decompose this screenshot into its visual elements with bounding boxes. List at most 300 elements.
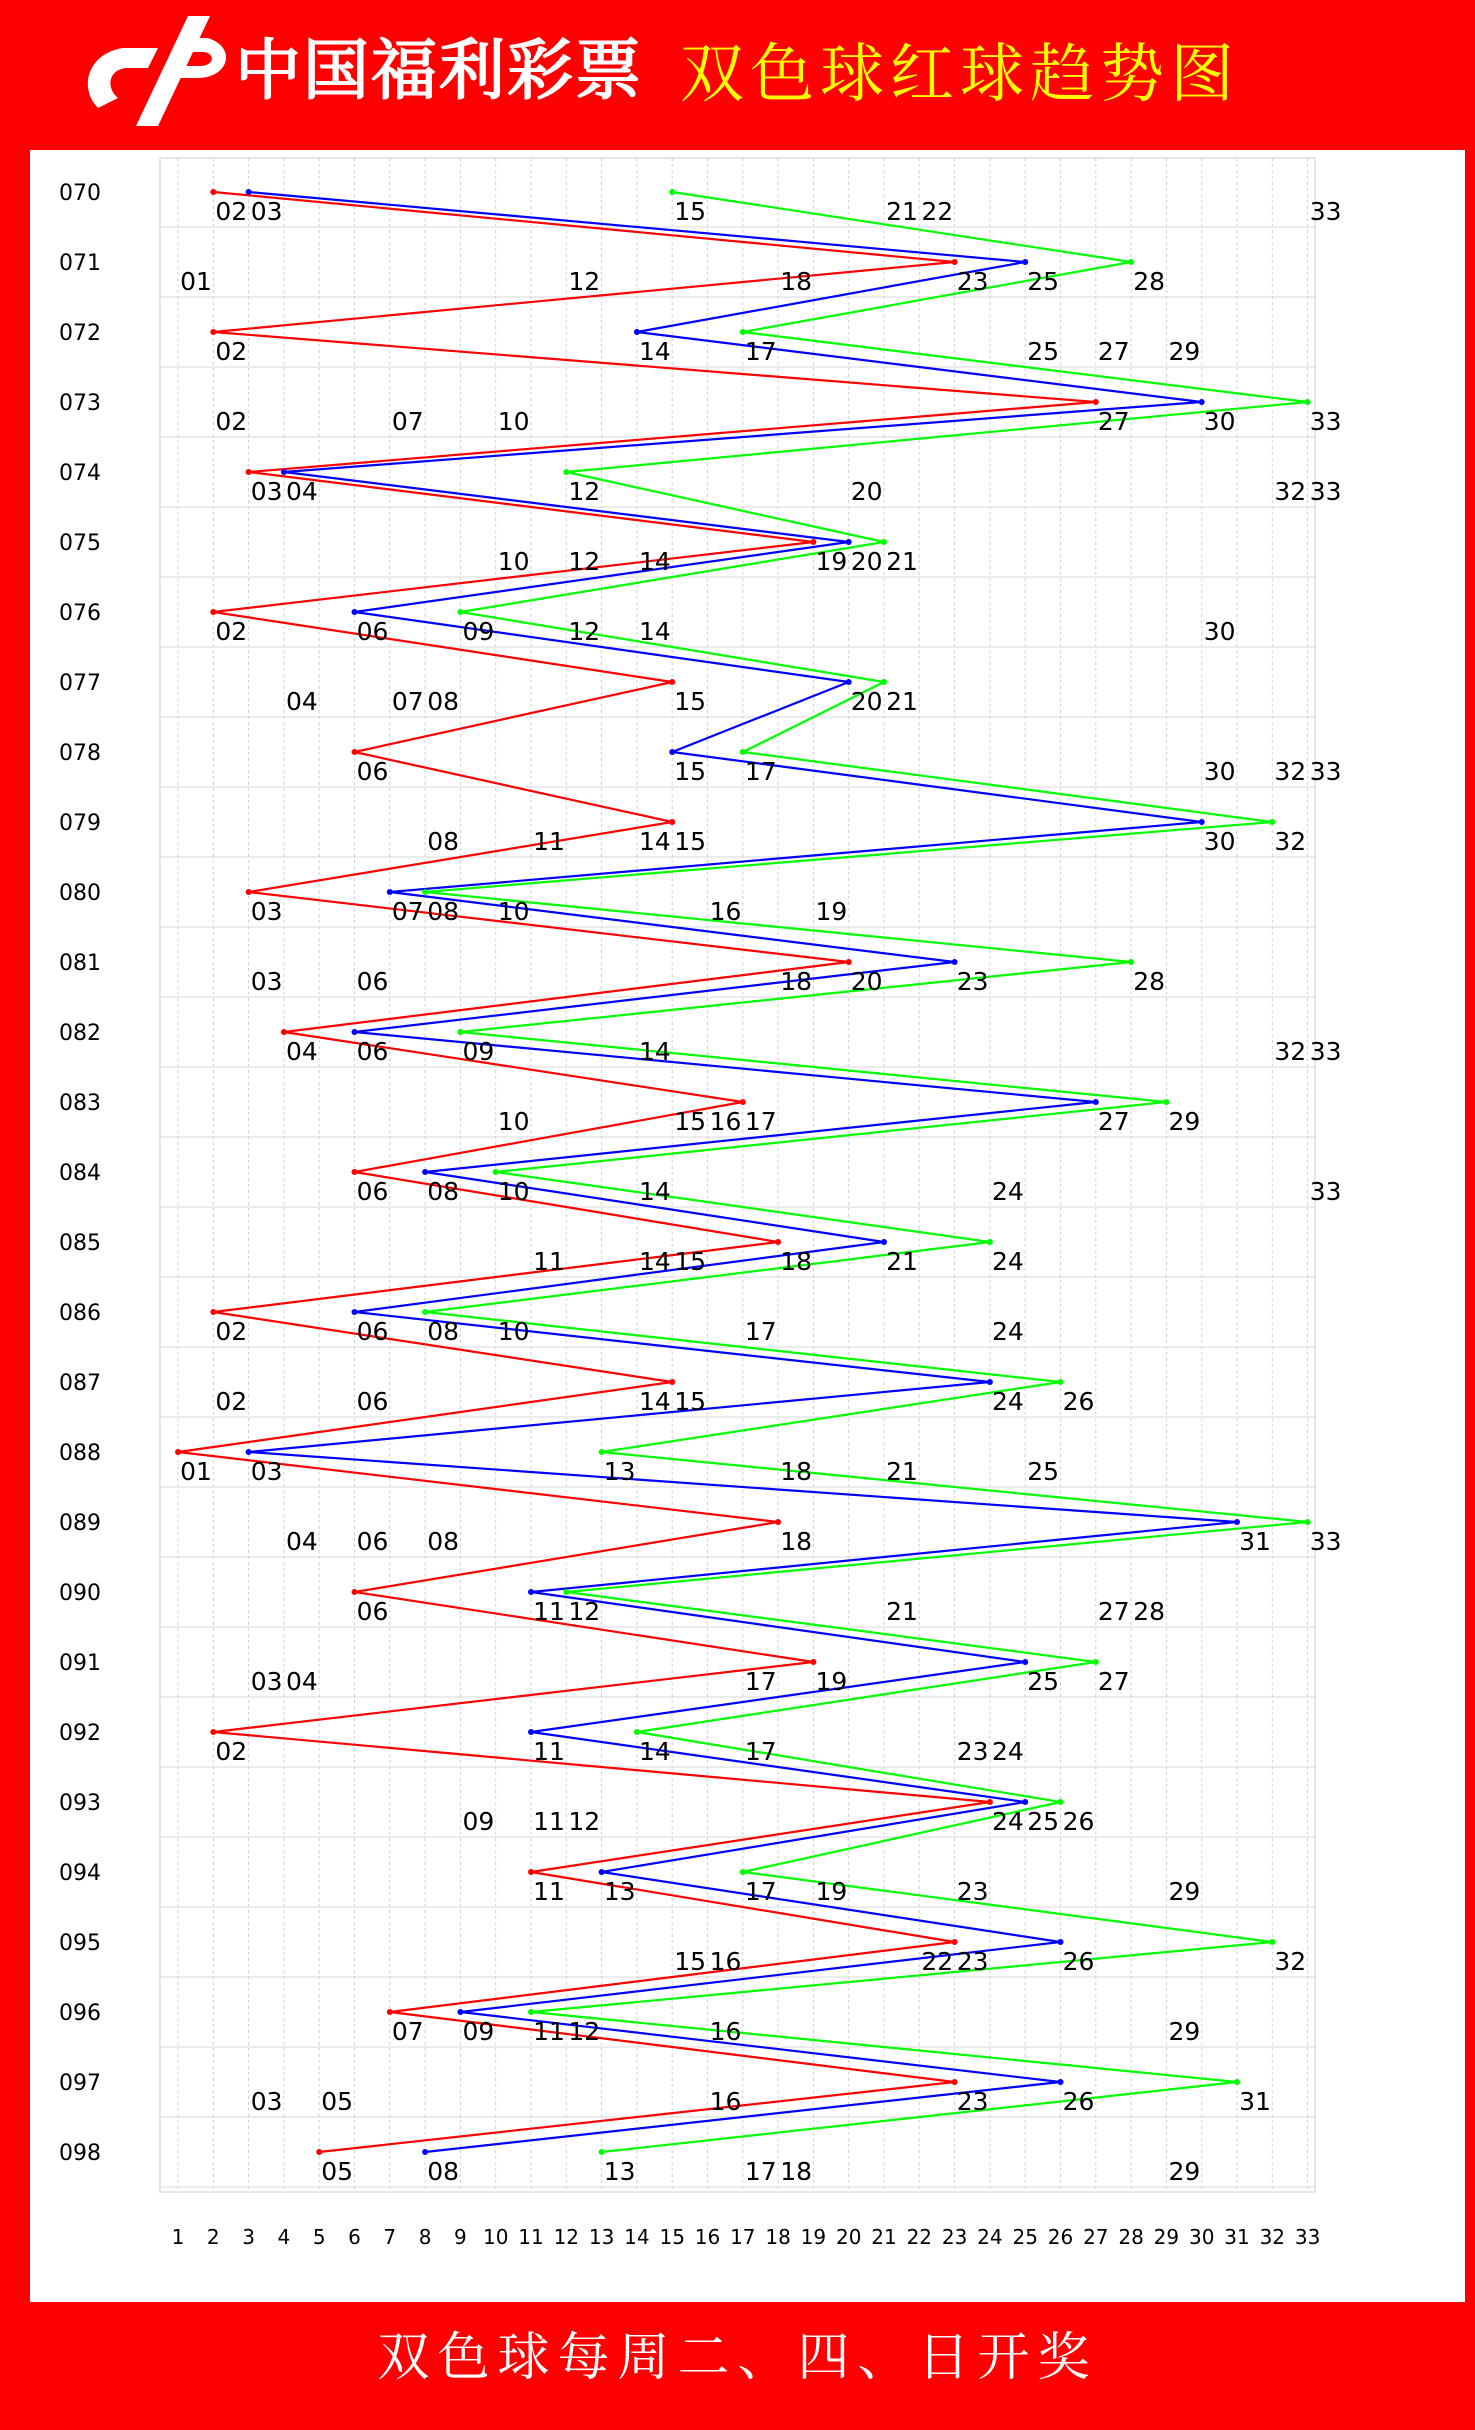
ball-number-label: 02 (215, 617, 248, 646)
period-label: 087 (59, 1371, 101, 1396)
trend-point (740, 749, 746, 755)
trend-point (669, 749, 675, 755)
trend-point (1305, 399, 1311, 405)
trend-point (1022, 1799, 1028, 1805)
x-tick-label: 3 (242, 2225, 255, 2249)
ball-number-label: 02 (215, 1737, 248, 1766)
trend-point (881, 1239, 887, 1245)
ball-number-label: 20 (850, 967, 883, 996)
ball-number-label: 09 (462, 1807, 495, 1836)
ball-number-label: 18 (780, 967, 813, 996)
ball-number-label: 26 (1062, 1387, 1095, 1416)
ball-number-label: 10 (497, 1177, 530, 1206)
trend-point (846, 539, 852, 545)
ball-number-label: 17 (744, 757, 777, 786)
ball-number-label: 23 (956, 267, 989, 296)
ball-number-label: 09 (462, 1037, 495, 1066)
ball-number-label: 20 (850, 687, 883, 716)
ball-number-label: 11 (533, 1737, 565, 1766)
x-tick-label: 20 (835, 2225, 862, 2249)
ball-number-label: 23 (956, 967, 989, 996)
trend-point (846, 959, 852, 965)
ball-number-label: 16 (709, 897, 742, 926)
period-label: 070 (59, 181, 101, 206)
ball-number-label: 06 (356, 1037, 389, 1066)
period-label: 078 (59, 741, 101, 766)
ball-number-label: 03 (250, 197, 283, 226)
ball-number-label: 08 (427, 1317, 460, 1346)
x-tick-label: 18 (765, 2225, 791, 2249)
ball-number-label: 08 (427, 687, 460, 716)
ball-number-label: 32 (1274, 757, 1307, 786)
period-label: 094 (59, 1861, 101, 1886)
ball-number-label: 12 (568, 547, 601, 576)
trend-point (987, 1239, 993, 1245)
trend-point (599, 1869, 605, 1875)
ball-number-label: 16 (709, 1947, 742, 1976)
ball-number-label: 04 (285, 1527, 318, 1556)
trend-point (599, 2149, 605, 2155)
trend-point (846, 679, 852, 685)
trend-point (987, 1799, 993, 1805)
ball-number-label: 33 (1309, 197, 1342, 226)
ball-number-label: 15 (674, 757, 707, 786)
ball-number-label: 17 (744, 1107, 777, 1136)
ball-number-label: 18 (780, 1247, 813, 1276)
trend-point (422, 1309, 428, 1315)
draw-schedule-note: 双色球每周二、四、日开奖 (377, 2328, 1098, 2388)
ball-number-label: 03 (250, 1667, 283, 1696)
ball-number-label: 14 (638, 617, 671, 646)
period-label: 089 (59, 1511, 101, 1536)
ball-number-label: 19 (815, 547, 848, 576)
ball-number-label: 29 (1168, 2157, 1201, 2186)
ball-number-label: 04 (285, 1667, 318, 1696)
x-tick-label: 13 (588, 2225, 615, 2249)
ball-number-label: 03 (250, 2087, 283, 2116)
ball-number-label: 03 (250, 897, 283, 926)
period-label: 085 (59, 1231, 101, 1256)
ball-number-label: 05 (321, 2157, 354, 2186)
ball-number-label: 23 (956, 1737, 989, 1766)
ball-number-label: 12 (568, 2017, 601, 2046)
x-tick-label: 12 (553, 2225, 580, 2249)
ball-number-label: 33 (1309, 407, 1342, 436)
ball-number-label: 10 (497, 547, 530, 576)
trend-point (952, 259, 958, 265)
trend-point (1058, 1799, 1064, 1805)
ball-number-label: 11 (533, 1877, 565, 1906)
period-label: 084 (59, 1161, 101, 1186)
chart-panel (30, 150, 1465, 2302)
ball-number-label: 06 (356, 1387, 389, 1416)
trend-point (528, 1869, 534, 1875)
ball-number-label: 17 (744, 1877, 777, 1906)
ball-number-label: 13 (603, 2157, 636, 2186)
ball-number-label: 01 (180, 267, 212, 296)
trend-point (528, 2009, 534, 2015)
ball-number-label: 33 (1309, 757, 1342, 786)
period-label: 096 (59, 2001, 101, 2026)
ball-number-label: 18 (780, 1457, 813, 1486)
ball-number-label: 21 (886, 547, 918, 576)
ball-number-label: 13 (603, 1877, 636, 1906)
period-label: 086 (59, 1301, 101, 1326)
ball-number-label: 24 (991, 1807, 1024, 1836)
ball-number-label: 17 (744, 337, 777, 366)
trend-point (740, 1869, 746, 1875)
trend-point (1199, 819, 1205, 825)
trend-chart (30, 150, 1465, 2302)
ball-number-label: 15 (674, 1947, 707, 1976)
ball-number-label: 07 (391, 407, 424, 436)
ball-number-label: 28 (1133, 967, 1166, 996)
trend-point (316, 2149, 322, 2155)
ball-number-label: 15 (674, 197, 707, 226)
trend-point (810, 539, 816, 545)
trend-point (528, 1729, 534, 1735)
ball-number-label: 14 (638, 337, 671, 366)
ball-number-label: 29 (1168, 337, 1201, 366)
trend-point (246, 1449, 252, 1455)
trend-point (1093, 399, 1099, 405)
ball-number-label: 06 (356, 1177, 389, 1206)
ball-number-label: 14 (638, 1177, 671, 1206)
x-tick-label: 30 (1188, 2225, 1215, 2249)
ball-number-label: 17 (744, 1737, 777, 1766)
ball-number-label: 16 (709, 2087, 742, 2116)
period-label: 075 (59, 531, 101, 556)
trend-point (387, 2009, 393, 2015)
ball-number-label: 19 (815, 1877, 848, 1906)
ball-number-label: 24 (991, 1737, 1024, 1766)
x-tick-label: 10 (482, 2225, 509, 2249)
ball-number-label: 19 (815, 897, 848, 926)
ball-number-label: 05 (321, 2087, 354, 2116)
trend-point (1058, 1379, 1064, 1385)
ball-number-label: 14 (638, 1737, 671, 1766)
ball-number-label: 19 (815, 1667, 848, 1696)
period-label: 095 (59, 1931, 101, 1956)
trend-point (669, 819, 675, 825)
x-tick-label: 7 (383, 2225, 397, 2249)
ball-number-label: 15 (674, 1247, 707, 1276)
ball-number-label: 10 (497, 1107, 530, 1136)
ball-number-label: 14 (638, 827, 671, 856)
ball-number-label: 02 (215, 407, 248, 436)
ball-number-label: 24 (991, 1247, 1024, 1276)
x-tick-label: 17 (730, 2225, 756, 2249)
ball-number-label: 30 (1203, 407, 1236, 436)
period-label: 073 (59, 391, 101, 416)
ball-number-label: 28 (1133, 267, 1166, 296)
x-tick-label: 29 (1153, 2225, 1180, 2249)
ball-number-label: 27 (1097, 1667, 1130, 1696)
ball-number-label: 21 (886, 1597, 918, 1626)
ball-number-label: 11 (533, 827, 565, 856)
period-label: 079 (59, 811, 101, 836)
ball-number-label: 06 (356, 1597, 389, 1626)
ball-number-label: 33 (1309, 1177, 1342, 1206)
ball-number-label: 22 (921, 197, 954, 226)
trend-point (175, 1449, 181, 1455)
ball-number-label: 27 (1097, 407, 1130, 436)
ball-number-label: 10 (497, 407, 530, 436)
ball-number-label: 27 (1097, 1107, 1130, 1136)
period-labels (59, 181, 101, 2166)
trend-point (352, 1309, 358, 1315)
ball-number-label: 14 (638, 547, 671, 576)
ball-number-label: 26 (1062, 1807, 1095, 1836)
trend-point (352, 609, 358, 615)
trend-point (881, 539, 887, 545)
grid (160, 158, 1315, 2192)
trend-point (281, 1029, 287, 1035)
ball-number-label: 28 (1133, 1597, 1166, 1626)
ball-number-label: 30 (1203, 757, 1236, 786)
ball-number-label: 21 (886, 1457, 918, 1486)
trend-point (457, 1029, 463, 1035)
x-tick-label: 16 (694, 2225, 721, 2249)
trend-point (740, 1099, 746, 1105)
ball-number-label: 13 (603, 1457, 636, 1486)
ball-number-label: 12 (568, 617, 601, 646)
trend-point (1022, 1659, 1028, 1665)
ball-number-label: 08 (427, 1177, 460, 1206)
trend-point (669, 679, 675, 685)
ball-number-label: 06 (356, 757, 389, 786)
trend-point (1199, 399, 1205, 405)
ball-number-label: 10 (497, 897, 530, 926)
period-label: 081 (59, 951, 101, 976)
trend-point (881, 679, 887, 685)
trend-point (210, 609, 216, 615)
ball-number-label: 12 (568, 267, 601, 296)
trend-point (457, 609, 463, 615)
trend-point (281, 469, 287, 475)
x-tick-label: 23 (941, 2225, 968, 2249)
ball-number-label: 04 (285, 477, 318, 506)
trend-point (1305, 1519, 1311, 1525)
ball-number-label: 30 (1203, 617, 1236, 646)
trend-point (775, 1239, 781, 1245)
trend-point (352, 1029, 358, 1035)
ball-number-label: 32 (1274, 827, 1307, 856)
period-label: 088 (59, 1441, 101, 1466)
trend-point (1163, 1099, 1169, 1105)
trend-point (352, 749, 358, 755)
ball-number-label: 23 (956, 1877, 989, 1906)
trend-point (563, 1589, 569, 1595)
trend-point (422, 2149, 428, 2155)
trend-point (1128, 259, 1134, 265)
ball-number-label: 26 (1062, 2087, 1095, 2116)
ball-number-label: 07 (391, 2017, 424, 2046)
trend-point (987, 1379, 993, 1385)
ball-number-label: 11 (533, 1597, 565, 1626)
ball-number-label: 26 (1062, 1947, 1095, 1976)
trend-point (952, 1939, 958, 1945)
ball-number-label: 08 (427, 1527, 460, 1556)
x-tick-label: 32 (1259, 2225, 1286, 2249)
ball-number-label: 20 (850, 477, 883, 506)
ball-number-label: 15 (674, 827, 707, 856)
trend-point (528, 1589, 534, 1595)
trend-point (1234, 1519, 1240, 1525)
ball-number-label: 02 (215, 1317, 248, 1346)
ball-number-label: 29 (1168, 1877, 1201, 1906)
ball-number-label: 07 (391, 897, 424, 926)
welfare-lottery-logo-icon (78, 8, 238, 128)
ball-number-label: 17 (744, 2157, 777, 2186)
x-tick-label: 11 (518, 2225, 544, 2249)
ball-number-label: 08 (427, 897, 460, 926)
ball-number-label: 06 (356, 967, 389, 996)
x-tick-label: 2 (206, 2225, 220, 2249)
ball-number-label: 09 (462, 617, 495, 646)
trend-point (246, 889, 252, 895)
x-tick-label: 24 (977, 2225, 1003, 2249)
ball-number-label: 03 (250, 967, 283, 996)
ball-number-label: 31 (1239, 1527, 1271, 1556)
period-label: 090 (59, 1581, 101, 1606)
ball-number-label: 25 (1027, 337, 1060, 366)
ball-number-label: 33 (1309, 1527, 1342, 1556)
ball-number-label: 15 (674, 1387, 707, 1416)
ball-number-label: 24 (991, 1317, 1024, 1346)
ball-number-label: 10 (497, 1317, 530, 1346)
ball-number-label: 33 (1309, 477, 1342, 506)
x-tick-label: 1 (171, 2225, 185, 2249)
ball-number-label: 08 (427, 827, 460, 856)
ball-number-label: 24 (991, 1177, 1024, 1206)
ball-number-label: 21 (886, 1247, 918, 1276)
period-label: 092 (59, 1721, 101, 1746)
x-tick-label: 27 (1083, 2225, 1109, 2249)
x-tick-label: 15 (659, 2225, 685, 2249)
x-tick-label: 21 (871, 2225, 897, 2249)
ball-number-label: 14 (638, 1037, 671, 1066)
ball-number-label: 04 (285, 1037, 318, 1066)
trend-point (387, 889, 393, 895)
x-tick-label: 8 (418, 2225, 432, 2249)
ball-number-label: 03 (250, 477, 283, 506)
x-tick-label: 28 (1118, 2225, 1144, 2249)
ball-number-label: 32 (1274, 1947, 1307, 1976)
trend-point (1128, 959, 1134, 965)
trend-point (634, 329, 640, 335)
period-label: 077 (59, 671, 101, 696)
ball-number-label: 02 (215, 1387, 248, 1416)
ball-number-label: 33 (1309, 1037, 1342, 1066)
trend-point (352, 1589, 358, 1595)
x-axis-ticks (172, 2225, 1321, 2249)
trend-point (1093, 1659, 1099, 1665)
ball-number-label: 21 (886, 687, 918, 716)
trend-point (210, 1309, 216, 1315)
period-label: 071 (59, 251, 101, 276)
x-tick-label: 6 (348, 2225, 361, 2249)
ball-number-label: 18 (780, 267, 813, 296)
period-label: 098 (59, 2141, 101, 2166)
ball-number-label: 14 (638, 1247, 671, 1276)
x-tick-label: 9 (454, 2225, 467, 2249)
ball-number-label: 11 (533, 2017, 565, 2046)
period-label: 072 (59, 321, 101, 346)
trend-point (422, 1169, 428, 1175)
x-tick-label: 4 (277, 2225, 291, 2249)
ball-number-label: 23 (956, 1947, 989, 1976)
period-label: 076 (59, 601, 101, 626)
ball-number-label: 27 (1097, 1597, 1130, 1626)
period-label: 083 (59, 1091, 101, 1116)
ball-number-label: 12 (568, 477, 601, 506)
ball-number-label: 02 (215, 197, 248, 226)
trend-point (634, 1729, 640, 1735)
x-tick-label: 26 (1047, 2225, 1074, 2249)
trend-point (210, 1729, 216, 1735)
x-tick-label: 22 (906, 2225, 933, 2249)
ball-number-label: 17 (744, 1667, 777, 1696)
x-tick-label: 14 (624, 2225, 650, 2249)
period-label: 074 (59, 461, 101, 486)
ball-number-label: 06 (356, 1527, 389, 1556)
ball-number-label: 25 (1027, 267, 1060, 296)
ball-number-label: 04 (285, 687, 318, 716)
period-label: 093 (59, 1791, 101, 1816)
ball-number-label: 01 (180, 1457, 212, 1486)
ball-number-label: 25 (1027, 1667, 1060, 1696)
ball-number-label: 06 (356, 617, 389, 646)
trend-point (1269, 1939, 1275, 1945)
period-label: 080 (59, 881, 101, 906)
x-tick-label: 33 (1294, 2225, 1321, 2249)
trend-point (1022, 259, 1028, 265)
ball-number-label: 16 (709, 1107, 742, 1136)
trend-point (563, 469, 569, 475)
ball-number-label: 16 (709, 2017, 742, 2046)
ball-number-label: 31 (1239, 2087, 1271, 2116)
ball-number-label: 03 (250, 1457, 283, 1486)
grid-frame (160, 158, 1315, 2192)
ball-number-label: 29 (1168, 1107, 1201, 1136)
ball-number-label: 15 (674, 687, 707, 716)
ball-number-label: 30 (1203, 827, 1236, 856)
ball-number-label: 09 (462, 2017, 495, 2046)
x-tick-label: 5 (312, 2225, 326, 2249)
ball-number-label: 02 (215, 337, 248, 366)
trend-point (1269, 819, 1275, 825)
ball-number-label: 29 (1168, 2017, 1201, 2046)
ball-number-label: 20 (850, 547, 883, 576)
ball-number-label: 24 (991, 1387, 1024, 1416)
trend-point (810, 1659, 816, 1665)
trend-point (599, 1449, 605, 1455)
ball-number-label: 08 (427, 2157, 460, 2186)
trend-point (740, 329, 746, 335)
ball-number-label: 18 (780, 1527, 813, 1556)
period-label: 091 (59, 1651, 101, 1676)
period-label: 082 (59, 1021, 101, 1046)
trend-point (210, 189, 216, 195)
brand-name: 中国福利彩票 (235, 32, 643, 109)
ball-number-label: 17 (744, 1317, 777, 1346)
x-tick-label: 19 (800, 2225, 827, 2249)
ball-number-label: 27 (1097, 337, 1130, 366)
ball-number-label: 06 (356, 1317, 389, 1346)
trend-point (775, 1519, 781, 1525)
period-label: 097 (59, 2071, 101, 2096)
